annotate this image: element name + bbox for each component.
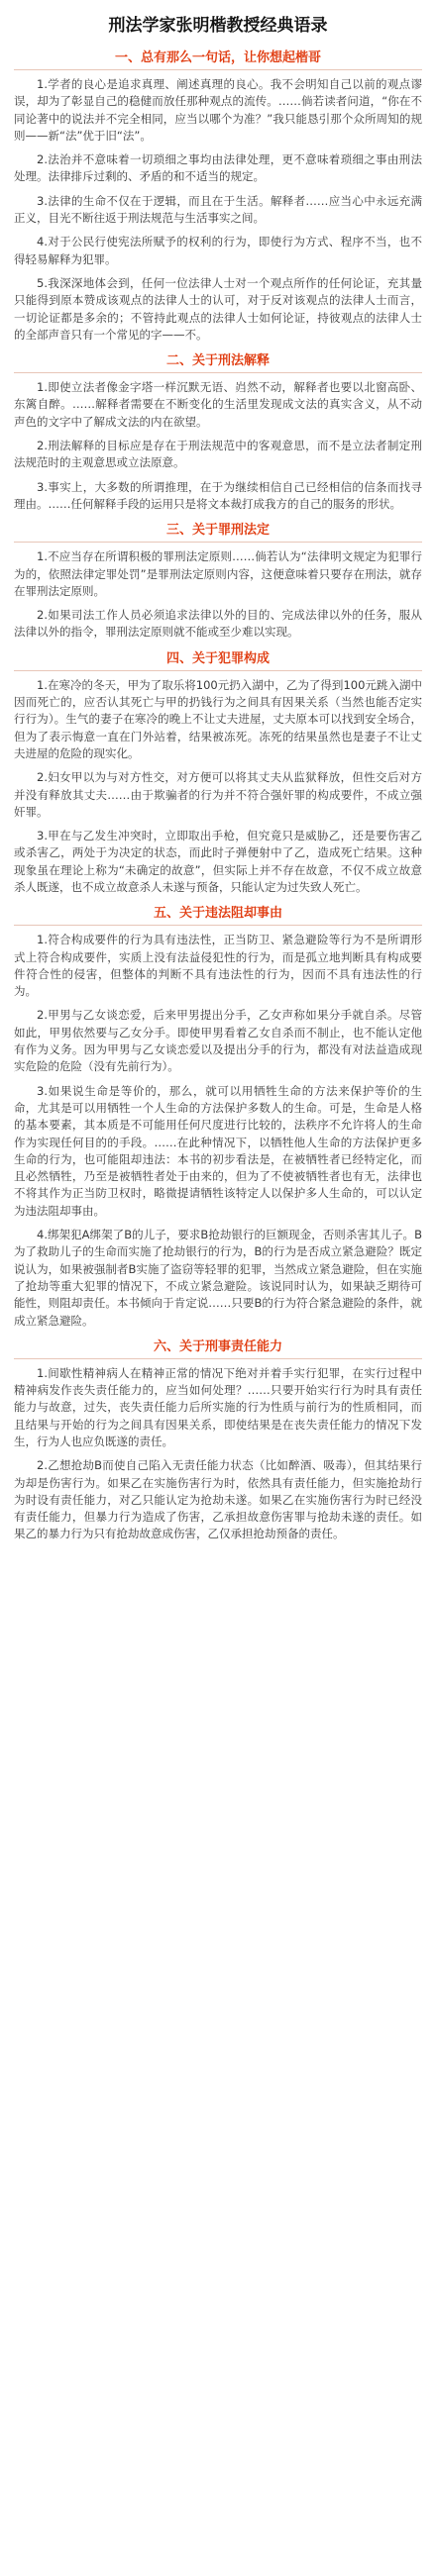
paragraph: 3.法律的生命不仅在于逻辑，而且在于生活。解释者……应当心中永远充满正义，目光不断往返于刑法规范与生活事实之间。 xyxy=(14,193,422,226)
section-header: 四、关于犯罪构成 xyxy=(14,648,422,671)
paragraph: 2.甲男与乙女谈恋爱，后来甲男提出分手，乙女声称如果分手就自杀。尽管如此，甲男依然要与乙女分手。即使甲男看着乙女自杀而不制止，也不能认定他有作为义务。因为甲男与乙女谈恋爱以及提出分手的行为，都没有对法益造成现实危险的危险（没有先前行为）。 xyxy=(14,1008,422,1074)
paragraph: 2.乙想抢劫B而使自己陷入无责任能力状态（比如醉酒、吸毒），但其结果行为却是伤害行为。如果乙在实施伤害行为时，依然具有责任能力，但实施抢劫行为时设有责任能力，对乙只能认定为抢劫未遂。如果乙在实施伤害行为时已经没有责任能力，但暴力行为造成了伤害，乙承担故意伤害罪与抢劫未遂的责任。如果乙的暴力行为只有抢劫故意成伤害，乙仅承担抢劫预备的责任。 xyxy=(14,1458,422,1541)
section-header: 一、总有那么一句话，让你想起楷哥 xyxy=(14,48,422,70)
section-header: 五、关于违法阻却事由 xyxy=(14,903,422,926)
paragraph: 1.即使立法者像金字塔一样沉默无语、岿然不动，解释者也要以北窗高卧、东篱自醉。……解释者需要在不断变化的生活里发现成文法的真实含义，从不动声色的文字中了解成文法的内在欲望。 xyxy=(14,380,422,429)
paragraph: 1.学者的良心是追求真理、阐述真理的良心。我不会明知自己以前的观点谬误，却为了彰显自己的稳健而放任那种观点的流传。……倘若读者问道，“你在不同论著中的说法并不完全相同，应当以哪个为准？”我只能恳引那个众所周知的规则——新“法”优于旧“法”。 xyxy=(14,77,422,143)
paragraph: 2.法治并不意味着一切琐细之事均由法律处理，更不意味着琐细之事由刑法处理。法律排斥过剩的、矛盾的和不适当的规定。 xyxy=(14,152,422,184)
section-1 xyxy=(14,48,422,344)
article-title: 刑法学家张明楷教授经典语录 xyxy=(108,16,328,36)
paragraph: 4.绑架犯A绑架了B的儿子，要求B抢劫银行的巨额现金，否则杀害其儿子。B为了救助儿子的生命而实施了抢劫银行的行为，B的行为是否成立紧急避险？既定说认为，如果被强制者B实施了盗窃等轻罪的犯罪，当然成立紧急避险，但在实施了抢劫等重大犯罪的情况下，不成立紧急避险。该说同时认为，如果缺乏期待可能性，则阻却责任。本书倾向于肯定说……只要B的行为符合紧急避险的条件，就成立紧急避险。 xyxy=(14,1228,422,1328)
section-header: 六、关于刑事责任能力 xyxy=(14,1337,422,1359)
section-3 xyxy=(14,520,422,641)
paragraph: 1.符合构成要件的行为具有违法性，正当防卫、紧急避险等行为不是所谓形式上符合构成要件，实质上没有法益侵犯性的行为，而是孤立地判断具有构成要件符合性的侵害，但整体的判断不具有违法性的行为，因而不具有违法性的行为。 xyxy=(14,933,422,999)
paragraph: 1.间歇性精神病人在精神正常的情况下绝对并着手实行犯罪，在实行过程中精神病发作丧失责任能力的，应当如何处理？……只要开始实行行为时具有责任能力与故意，过失，丧失责任能力后所实施的行为性质与前行为的性质相同，而且结果与开始的行为之间具有因果关系，即使结果是在丧失责任能力的情况下发生，行为人也应负既遂的责任。 xyxy=(14,1365,422,1448)
section-header: 三、关于罪刑法定 xyxy=(14,520,422,543)
paragraph: 5.我深深地体会到，任何一位法律人士对一个观点所作的任何论证，充其量只能得到原本赞成该观点的法律人士的认可，对于反对该观点的法律人士而言，一切论证都是多余的；不管持此观点的法律人士如何论证，持彼观点的法律人士的全部声音只有一个常见的字——不。 xyxy=(14,275,422,342)
section-header: 二、关于刑法解释 xyxy=(14,350,422,373)
section-5 xyxy=(14,903,422,1330)
paragraph: 3.事实上，大多数的所谓推理，在于为继续相信自己已经相信的信条而找寻理由。……任何解释手段的运用只是将文本裁打成我方的自己的服务的形状。 xyxy=(14,479,422,511)
section-2 xyxy=(14,350,422,513)
paragraph: 1.不应当存在所谓积极的罪刑法定原则……倘若认为“法律明文规定为犯罪行为的，依照法律定罪处罚”是罪刑法定原则内容，这便意味着只要存在刑法，就存在罪刑法定原则。 xyxy=(14,549,422,598)
section-4 xyxy=(14,648,422,897)
paragraph: 2.妇女甲以为与对方性交，对方便可以将其丈夫从监狱释放，但性交后对方并没有释放其丈夫……由于欺骗者的行为并不符合强奸罪的构成要件，不成立强奸罪。 xyxy=(14,770,422,819)
paragraph: 3.如果说生命是等价的，那么，就可以用牺牲生命的方法来保护等价的生命，尤其是可以用牺牲一个人生命的方法保护多数人的生命。可是，生命是人格的基本要素，其本质是不可能用任何尺度进行比较的，法秩序不允许将人的生命作为实现任何目的的手段。……在此种情况下，以牺牲他人生命的方法保护更多生命的行为，也可能阻却违法：本书的初步看法是，在被牺牲者已经特定化，而且必然牺牲，乃至是被牺牲者处于由来的，但为了不使被牺牲者也有无，法律也不将其作为正当防卫权时，略微提请牺牲该特定人以保护多人生命的，可以认定为违法阻却事由。 xyxy=(14,1083,422,1218)
section-6 xyxy=(14,1337,422,1543)
paragraph: 1.在寒冷的冬天，甲为了取乐将100元扔入湖中，乙为了得到100元跳入湖中因而死亡的，应否认其死亡与甲的扔钱行为之间具有因果关系（当然也能否定实行行为）。生气的妻子在寒冷的晚上不让丈夫进屋，丈夫原本可以找到安全场合，但为了表示悔意一直在门外站着，结果被冻死。冻死的结果虽然也是妻子不让丈夫进屋的危险的现实化。 xyxy=(14,677,422,760)
paragraph: 2.刑法解释的目标应是存在于刑法规范中的客观意思，而不是立法者制定刑法规范时的主观意思或立法原意。 xyxy=(14,439,422,470)
paragraph: 4.对于公民行使宪法所赋予的权利的行为，即使行为方式、程序不当，也不得轻易解释为犯罪。 xyxy=(14,235,422,266)
paragraph: 3.甲在与乙发生冲突时，立即取出手枪，但究竟只是威胁乙，还是要伤害乙或杀害乙，两处于为决定的状态，而此时子弹便射中了乙，造成死亡结果。这种现象虽在理论上称为“未确定的故意”，但实际上并不存在故意，不仅不成立故意杀人既遂，也不成立故意杀人未遂与预备，只能认定为过失致人死亡。 xyxy=(14,829,422,894)
paragraph: 2.如果司法工作人员必须追求法律以外的目的、完成法律以外的任务，服从法律以外的指令，罪刑法定原则就不能或至少难以实现。 xyxy=(14,608,422,640)
